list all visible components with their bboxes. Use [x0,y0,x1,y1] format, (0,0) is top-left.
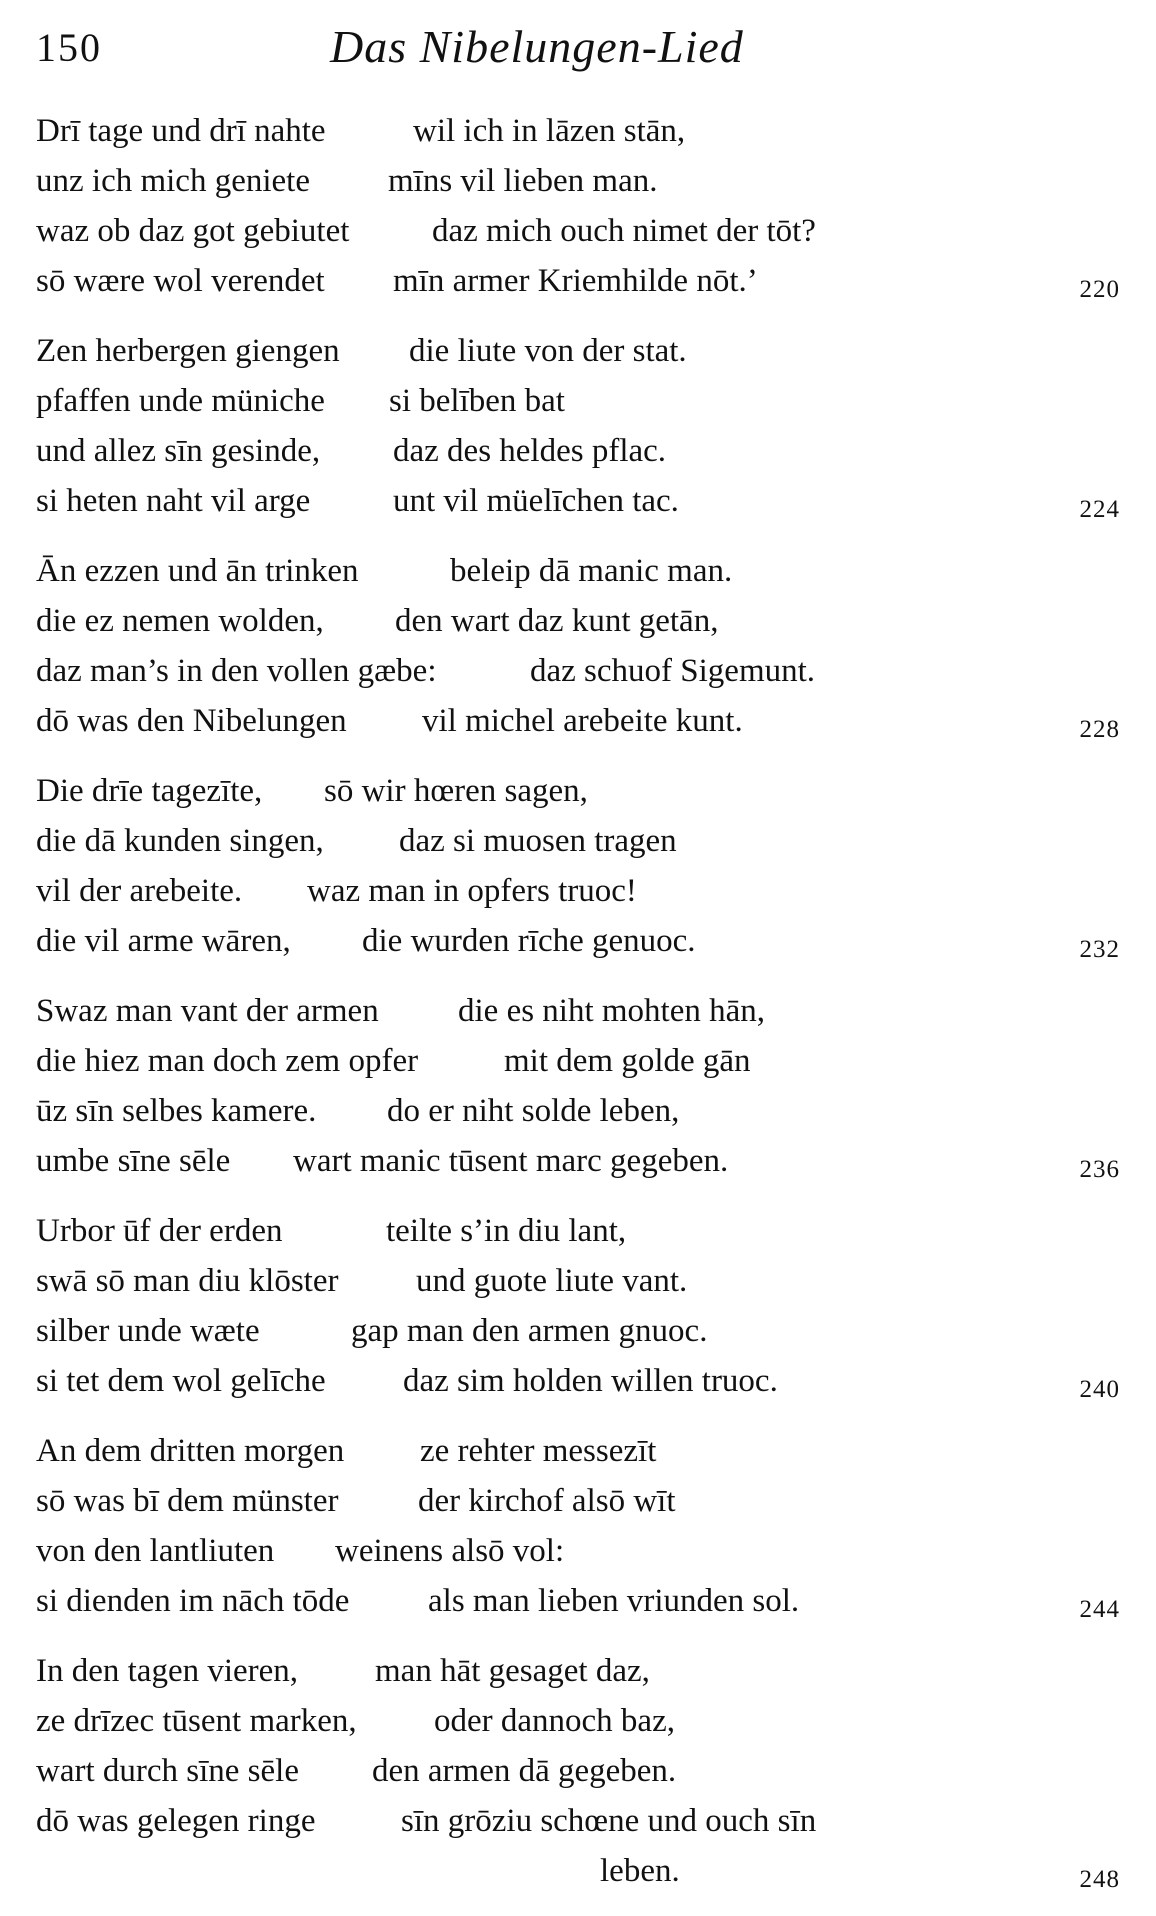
page-number: 150 [36,25,102,70]
second-half-line: daz sim holden willen truoc. [403,1363,778,1399]
verse-line [36,1646,1120,1696]
second-half-line: weinens alsō vol: [335,1533,565,1569]
stanza [36,546,1120,746]
first-half-line: sō wære wol verendet [36,263,325,299]
poem-body [36,106,1120,1916]
second-half-line: den wart daz kunt getān, [395,603,719,639]
verse-line [36,1746,1120,1796]
verse-line [36,986,1120,1036]
second-half-line: do er niht solde leben, [387,1093,680,1129]
verse-line [36,816,1120,866]
stanza [36,1206,1120,1406]
first-half-line: sō was bī dem münster [36,1483,339,1519]
verse-line [36,326,1120,376]
first-half-line: An dem dritten morgen [36,1433,345,1469]
first-half-line: In den tagen vieren, [36,1653,299,1689]
second-half-line: daz schuof Sigemunt. [530,653,816,689]
verse-line [36,1136,1120,1186]
verse-line [36,1426,1120,1476]
stanza-line-number: 240 [1079,1376,1120,1403]
second-half-line: daz des heldes pflac. [393,433,667,469]
stanza-line-number: 224 [1079,496,1120,523]
first-half-line: Zen herbergen giengen [36,333,340,369]
stanza [36,986,1120,1186]
second-half-line: mit dem golde gān [504,1043,751,1079]
continuation-text: leben. [600,1853,680,1889]
second-half-line: unt vil müelīchen tac. [393,483,679,519]
second-half-line: teilte s’in diu lant, [386,1213,627,1249]
second-half-line: der kirchof alsō wīt [418,1483,676,1519]
first-half-line: Drī tage und drī nahte [36,113,326,149]
verse-line [36,376,1120,426]
verse-line [36,426,1120,476]
verse-line [36,1526,1120,1576]
verse-line [36,1256,1120,1306]
stanza [36,1646,1120,1896]
verse-line [36,546,1120,596]
first-half-line: die ez nemen wolden, [36,603,324,639]
first-half-line: die vil arme wāren, [36,923,291,959]
running-title: Das Nibelungen-Lied [330,21,744,72]
first-half-line: die hiez man doch zem opfer [36,1043,419,1079]
first-half-line: Urbor ūf der erden [36,1213,283,1249]
second-half-line: sīn grōziu schœne und ouch sīn [401,1803,817,1839]
verse-line [36,916,1120,966]
stanza [36,326,1120,526]
second-half-line: mīn armer Kriemhilde nōt.’ [393,263,758,299]
first-half-line: waz ob daz got gebiutet [36,213,350,249]
second-half-line: und guote liute vant. [416,1263,688,1299]
first-half-line: umbe sīne sēle [36,1143,231,1179]
book-page [36,20,1120,1893]
verse-line [36,696,1120,746]
stanza-line-number: 232 [1079,936,1120,963]
verse-line [36,206,1120,256]
first-half-line: daz man’s in den vollen gæbe: [36,653,437,689]
stanza [36,766,1120,966]
stanza [36,1426,1120,1626]
second-half-line: waz man in opfers truoc! [307,873,637,909]
verse-line [36,766,1120,816]
first-half-line: ze drīzec tūsent marken, [36,1703,357,1739]
second-half-line: vil michel arebeite kunt. [422,703,743,739]
second-half-line: den armen dā gegeben. [372,1753,677,1789]
stanza-line-number: 236 [1079,1156,1120,1183]
first-half-line: Die drīe tagezīte, [36,773,263,809]
first-half-line: si dienden im nāch tōde [36,1583,350,1619]
verse-line [36,1696,1120,1746]
verse-line [36,256,1120,306]
second-half-line: mīns vil lieben man. [388,163,658,199]
second-half-line: daz si muosen tragen [399,823,677,859]
second-half-line: sō wir hœren sagen, [324,773,588,809]
verse-line [36,1356,1120,1406]
first-half-line: dō was den Nibelungen [36,703,347,739]
verse-line [36,156,1120,206]
stanza-line-number: 244 [1079,1596,1120,1623]
second-half-line: daz mich ouch nimet der tōt? [432,213,816,249]
first-half-line: unz ich mich geniete [36,163,310,199]
second-half-line: si belīben bat [389,383,565,419]
second-half-line: gap man den armen gnuoc. [351,1313,708,1349]
first-half-line: dō was gelegen ringe [36,1803,316,1839]
verse-line [36,1796,1120,1846]
stanza-line-number: 220 [1079,276,1120,303]
page-header [36,20,1120,76]
first-half-line: von den lantliuten [36,1533,275,1569]
stanza-line-number: 228 [1079,716,1120,743]
second-half-line: ze rehter messezīt [420,1433,657,1469]
second-half-line: als man lieben vriunden sol. [428,1583,800,1619]
first-half-line: ūz sīn selbes kamere. [36,1093,317,1129]
second-half-line: man hāt gesaget daz, [375,1653,650,1689]
verse-line [36,1476,1120,1526]
first-half-line: silber unde wæte [36,1313,260,1349]
second-half-line: wil ich in lāzen stān, [413,113,686,149]
first-half-line: und allez sīn gesinde, [36,433,321,469]
verse-line [36,866,1120,916]
first-half-line: swā sō man diu klōster [36,1263,339,1299]
verse-line [36,1206,1120,1256]
first-half-line: wart durch sīne sēle [36,1753,299,1789]
second-half-line: die es niht mohten hān, [458,993,766,1029]
verse-line [36,596,1120,646]
second-half-line: wart manic tūsent marc gegeben. [293,1143,729,1179]
stanza [36,106,1120,306]
verse-line [36,1086,1120,1136]
verse-line-continuation [36,1846,1120,1896]
verse-line [36,1576,1120,1626]
second-half-line: beleip dā manic man. [450,553,733,589]
second-half-line: die wurden rīche genuoc. [362,923,696,959]
first-half-line: vil der arebeite. [36,873,243,909]
verse-line [36,476,1120,526]
second-half-line: oder dannoch baz, [434,1703,675,1739]
verse-line [36,646,1120,696]
first-half-line: Swaz man vant der armen [36,993,379,1029]
verse-line [36,1306,1120,1356]
first-half-line: Ān ezzen und ān trinken [36,553,359,589]
second-half-line: die liute von der stat. [409,333,687,369]
first-half-line: si tet dem wol gelīche [36,1363,326,1399]
verse-line [36,1036,1120,1086]
first-half-line: si heten naht vil arge [36,483,311,519]
first-half-line: pfaffen unde müniche [36,383,325,419]
first-half-line: die dā kunden singen, [36,823,324,859]
verse-line [36,106,1120,156]
stanza-line-number: 248 [1079,1866,1120,1893]
